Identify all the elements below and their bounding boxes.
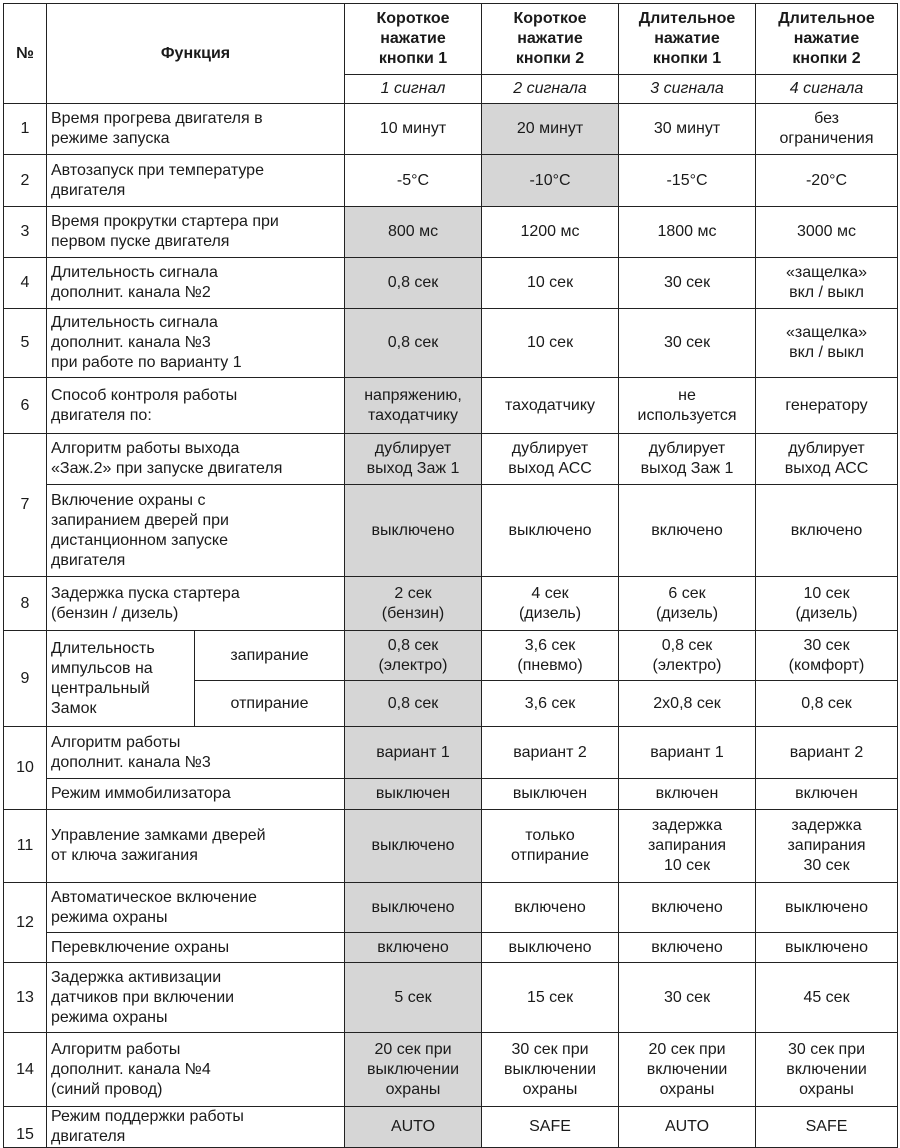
value-cell: выключено bbox=[756, 933, 898, 963]
value-cell-default: выключено bbox=[345, 485, 482, 577]
value-cell-default: 0,8 сек bbox=[345, 258, 482, 309]
value-cell-default: 0,8 сек bbox=[345, 681, 482, 727]
value-cell: дублирует выход АСС bbox=[482, 434, 619, 485]
table-row bbox=[4, 883, 898, 933]
value-cell: 10 сек bbox=[482, 309, 619, 378]
value-cell: 4 сек (дизель) bbox=[482, 577, 619, 631]
signal-1: 1 сигнал bbox=[345, 75, 482, 104]
table-row bbox=[4, 1033, 898, 1107]
table-row bbox=[4, 485, 898, 577]
row-number: 15 bbox=[4, 1107, 47, 1148]
row-number: 1 bbox=[4, 104, 47, 155]
table-row bbox=[4, 933, 898, 963]
row-number: 13 bbox=[4, 963, 47, 1033]
function-cell: Длительность импульсов на центральный Замок bbox=[47, 631, 195, 727]
value-cell-default: -10°C bbox=[482, 155, 619, 207]
row-number: 6 bbox=[4, 378, 47, 434]
function-cell: Алгоритм работы дополнит. канала №4 (синий провод) bbox=[47, 1033, 345, 1107]
value-cell: 3,6 сек (пневмо) bbox=[482, 631, 619, 681]
value-cell: 30 сек bbox=[619, 963, 756, 1033]
row-number: 14 bbox=[4, 1033, 47, 1107]
value-cell: «защелка» вкл / выкл bbox=[756, 309, 898, 378]
value-cell-default: 20 минут bbox=[482, 104, 619, 155]
value-cell: задержка запирания 30 сек bbox=[756, 810, 898, 883]
header-col-2: Короткое нажатие кнопки 2 bbox=[482, 4, 619, 75]
function-cell: Алгоритм работы выхода «Заж.2» при запуске двигателя bbox=[47, 434, 345, 485]
value-cell: 30 сек bbox=[619, 258, 756, 309]
table-row bbox=[4, 577, 898, 631]
row-number: 10 bbox=[4, 727, 47, 810]
value-cell: 30 сек bbox=[619, 309, 756, 378]
value-cell: 0,8 сек (электро) bbox=[619, 631, 756, 681]
value-cell-default: выключено bbox=[345, 883, 482, 933]
value-cell: выключен bbox=[482, 779, 619, 810]
signal-3: 3 сигнала bbox=[619, 75, 756, 104]
table-row bbox=[4, 631, 898, 681]
value-cell-default: 2 сек (бензин) bbox=[345, 577, 482, 631]
value-cell: включен bbox=[619, 779, 756, 810]
row-number: 9 bbox=[4, 631, 47, 727]
function-cell: Длительность сигнала дополнит. канала №2 bbox=[47, 258, 345, 309]
settings-table bbox=[3, 3, 898, 1148]
function-cell: Задержка активизации датчиков при включении режима охраны bbox=[47, 963, 345, 1033]
function-cell: Перевключение охраны bbox=[47, 933, 345, 963]
value-cell: -5°C bbox=[345, 155, 482, 207]
table-row bbox=[4, 810, 898, 883]
function-cell: Алгоритм работы дополнит. канала №3 bbox=[47, 727, 345, 779]
function-cell: Время прогрева двигателя в режиме запуска bbox=[47, 104, 345, 155]
value-cell: таходатчику bbox=[482, 378, 619, 434]
table-row bbox=[4, 1107, 898, 1148]
value-cell: включено bbox=[619, 933, 756, 963]
function-cell: Задержка пуска стартера (бензин / дизель) bbox=[47, 577, 345, 631]
value-cell: SAFE bbox=[756, 1107, 898, 1148]
table-row bbox=[4, 727, 898, 779]
value-cell: 15 сек bbox=[482, 963, 619, 1033]
table-row bbox=[4, 779, 898, 810]
table-row bbox=[4, 378, 898, 434]
header-col-3: Длительное нажатие кнопки 1 bbox=[619, 4, 756, 75]
value-cell: только отпирание bbox=[482, 810, 619, 883]
function-cell: Управление замками дверей от ключа зажигания bbox=[47, 810, 345, 883]
header-col-1: Короткое нажатие кнопки 1 bbox=[345, 4, 482, 75]
value-cell-default: 0,8 сек (электро) bbox=[345, 631, 482, 681]
table-row bbox=[4, 207, 898, 258]
value-cell: 1800 мс bbox=[619, 207, 756, 258]
header-row bbox=[4, 4, 898, 75]
row-number: 12 bbox=[4, 883, 47, 963]
value-cell: 10 сек (дизель) bbox=[756, 577, 898, 631]
value-cell: включено bbox=[482, 883, 619, 933]
value-cell-default: 20 сек при выключении охраны bbox=[345, 1033, 482, 1107]
function-cell: Автозапуск при температуре двигателя bbox=[47, 155, 345, 207]
sub-function-cell: запирание bbox=[195, 631, 345, 681]
value-cell: включено bbox=[619, 883, 756, 933]
signal-4: 4 сигнала bbox=[756, 75, 898, 104]
row-number: 3 bbox=[4, 207, 47, 258]
value-cell: выключено bbox=[756, 883, 898, 933]
value-cell: 6 сек (дизель) bbox=[619, 577, 756, 631]
value-cell: -20°C bbox=[756, 155, 898, 207]
sub-function-cell: отпирание bbox=[195, 681, 345, 727]
row-number: 7 bbox=[4, 434, 47, 577]
value-cell-default: выключено bbox=[345, 810, 482, 883]
value-cell: выключено bbox=[482, 485, 619, 577]
row-number: 5 bbox=[4, 309, 47, 378]
value-cell-default: вариант 1 bbox=[345, 727, 482, 779]
value-cell: вариант 2 bbox=[482, 727, 619, 779]
value-cell: «защелка» вкл / выкл bbox=[756, 258, 898, 309]
header-num: № bbox=[4, 4, 47, 104]
value-cell-default: 800 мс bbox=[345, 207, 482, 258]
table-row bbox=[4, 155, 898, 207]
row-number: 2 bbox=[4, 155, 47, 207]
value-cell: 30 сек при выключении охраны bbox=[482, 1033, 619, 1107]
value-cell-default: включено bbox=[345, 933, 482, 963]
value-cell: выключено bbox=[482, 933, 619, 963]
value-cell-default: дублирует выход Заж 1 bbox=[345, 434, 482, 485]
function-cell: Время прокрутки стартера при первом пуске двигателя bbox=[47, 207, 345, 258]
value-cell: дублирует выход Заж 1 bbox=[619, 434, 756, 485]
value-cell: вариант 2 bbox=[756, 727, 898, 779]
value-cell: 2x0,8 сек bbox=[619, 681, 756, 727]
function-cell: Автоматическое включение режима охраны bbox=[47, 883, 345, 933]
table-row bbox=[4, 309, 898, 378]
value-cell: AUTO bbox=[619, 1107, 756, 1148]
signal-2: 2 сигнала bbox=[482, 75, 619, 104]
value-cell: 20 сек при включении охраны bbox=[619, 1033, 756, 1107]
value-cell: SAFE bbox=[482, 1107, 619, 1148]
value-cell: задержка запирания 10 сек bbox=[619, 810, 756, 883]
row-number: 4 bbox=[4, 258, 47, 309]
value-cell: 30 сек (комфорт) bbox=[756, 631, 898, 681]
value-cell: 3000 мс bbox=[756, 207, 898, 258]
function-cell: Длительность сигнала дополнит. канала №3 при работе по варианту 1 bbox=[47, 309, 345, 378]
value-cell: 30 минут bbox=[619, 104, 756, 155]
header-function: Функция bbox=[47, 4, 345, 104]
table-row bbox=[4, 963, 898, 1033]
value-cell: 45 сек bbox=[756, 963, 898, 1033]
value-cell: -15°C bbox=[619, 155, 756, 207]
header-col-4: Длительное нажатие кнопки 2 bbox=[756, 4, 898, 75]
value-cell: включен bbox=[756, 779, 898, 810]
function-cell: Способ контроля работы двигателя по: bbox=[47, 378, 345, 434]
value-cell: 10 сек bbox=[482, 258, 619, 309]
table-row bbox=[4, 434, 898, 485]
value-cell-default: AUTO bbox=[345, 1107, 482, 1148]
settings-table-page bbox=[3, 3, 897, 1145]
value-cell-default: 0,8 сек bbox=[345, 309, 482, 378]
value-cell-default: выключен bbox=[345, 779, 482, 810]
value-cell: включено bbox=[756, 485, 898, 577]
value-cell: 0,8 сек bbox=[756, 681, 898, 727]
value-cell: вариант 1 bbox=[619, 727, 756, 779]
value-cell: 10 минут bbox=[345, 104, 482, 155]
function-cell: Включение охраны с запиранием дверей при дистанционном запуске двигателя bbox=[47, 485, 345, 577]
function-cell: Режим поддержки работы двигателя bbox=[47, 1107, 345, 1148]
value-cell: 30 сек при включении охраны bbox=[756, 1033, 898, 1107]
value-cell: 1200 мс bbox=[482, 207, 619, 258]
value-cell: без ограничения bbox=[756, 104, 898, 155]
table-row bbox=[4, 258, 898, 309]
function-cell: Режим иммобилизатора bbox=[47, 779, 345, 810]
value-cell-default: напряжению, таходатчику bbox=[345, 378, 482, 434]
value-cell: не используется bbox=[619, 378, 756, 434]
value-cell: 3,6 сек bbox=[482, 681, 619, 727]
row-number: 11 bbox=[4, 810, 47, 883]
value-cell: дублирует выход АСС bbox=[756, 434, 898, 485]
value-cell: включено bbox=[619, 485, 756, 577]
value-cell-default: 5 сек bbox=[345, 963, 482, 1033]
table-row bbox=[4, 104, 898, 155]
value-cell: генератору bbox=[756, 378, 898, 434]
row-number: 8 bbox=[4, 577, 47, 631]
